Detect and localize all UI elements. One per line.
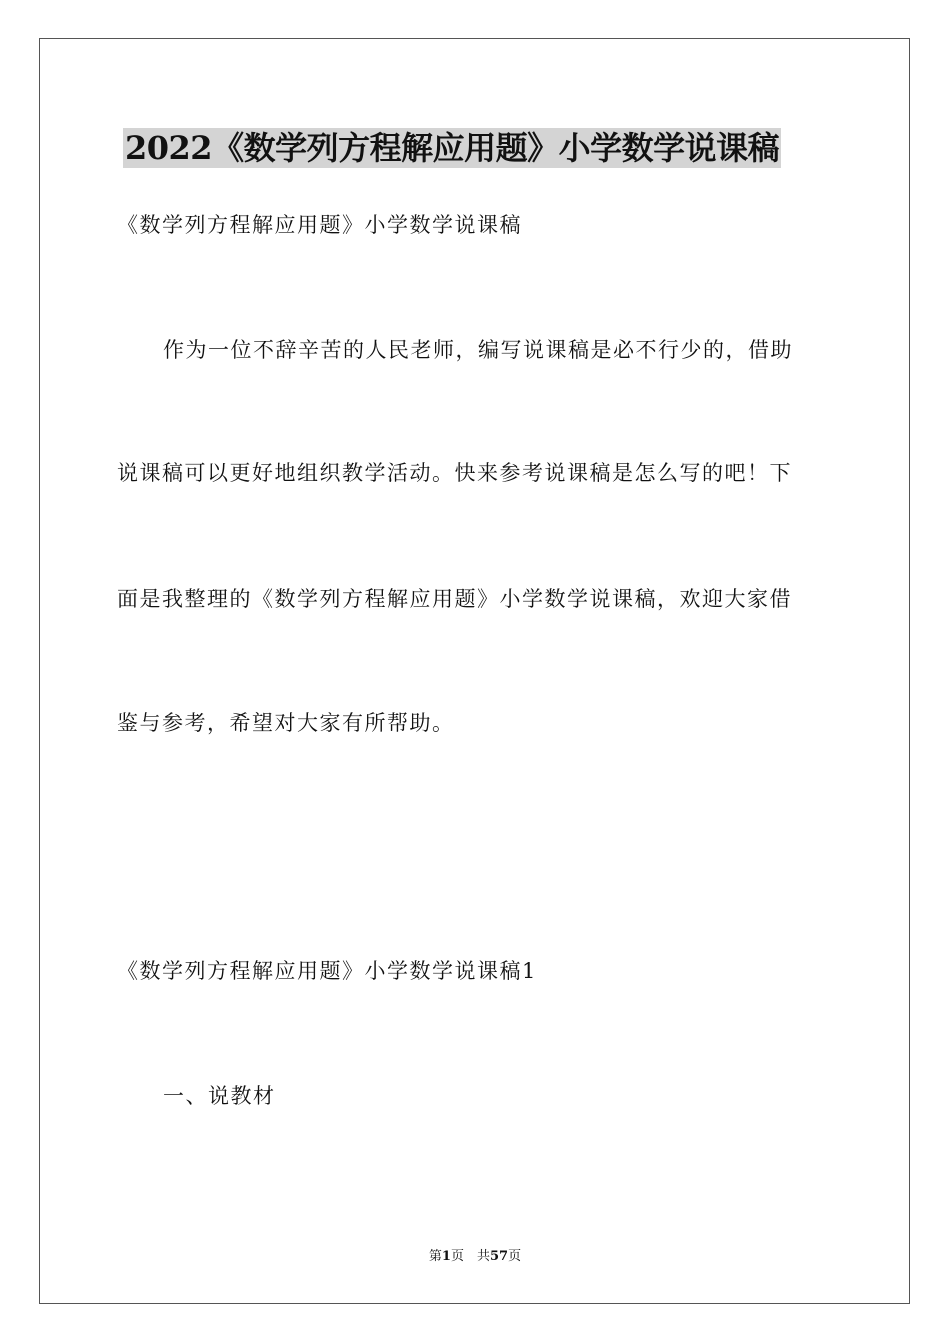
intro-line-2: 说课稿可以更好地组织教学活动。快来参考说课稿是怎么写的吧！下 [117, 461, 792, 485]
footer-total-pages: 57 [489, 1249, 509, 1264]
section-heading: 《数学列方程解应用题》小学数学说课稿1 [117, 959, 537, 983]
footer-page-prefix: 第 [428, 1249, 442, 1264]
page-footer [0, 1248, 950, 1266]
subsection-heading: 一、说教材 [163, 1084, 276, 1108]
footer-page-mid: 页 共 [450, 1249, 490, 1264]
document-title: 2022《数学列方程解应用题》小学数学说课稿 [125, 129, 780, 167]
footer-page-suffix: 页 [508, 1249, 522, 1264]
intro-line-3: 面是我整理的《数学列方程解应用题》小学数学说课稿，欢迎大家借 [117, 587, 792, 611]
document-subtitle: 《数学列方程解应用题》小学数学说课稿 [117, 213, 522, 237]
intro-line-1: 作为一位不辞辛苦的人民老师，编写说课稿是必不行少的，借助 [163, 338, 793, 362]
intro-line-4: 鉴与参考，希望对大家有所帮助。 [117, 711, 455, 735]
footer-current-page: 1 [441, 1249, 451, 1264]
